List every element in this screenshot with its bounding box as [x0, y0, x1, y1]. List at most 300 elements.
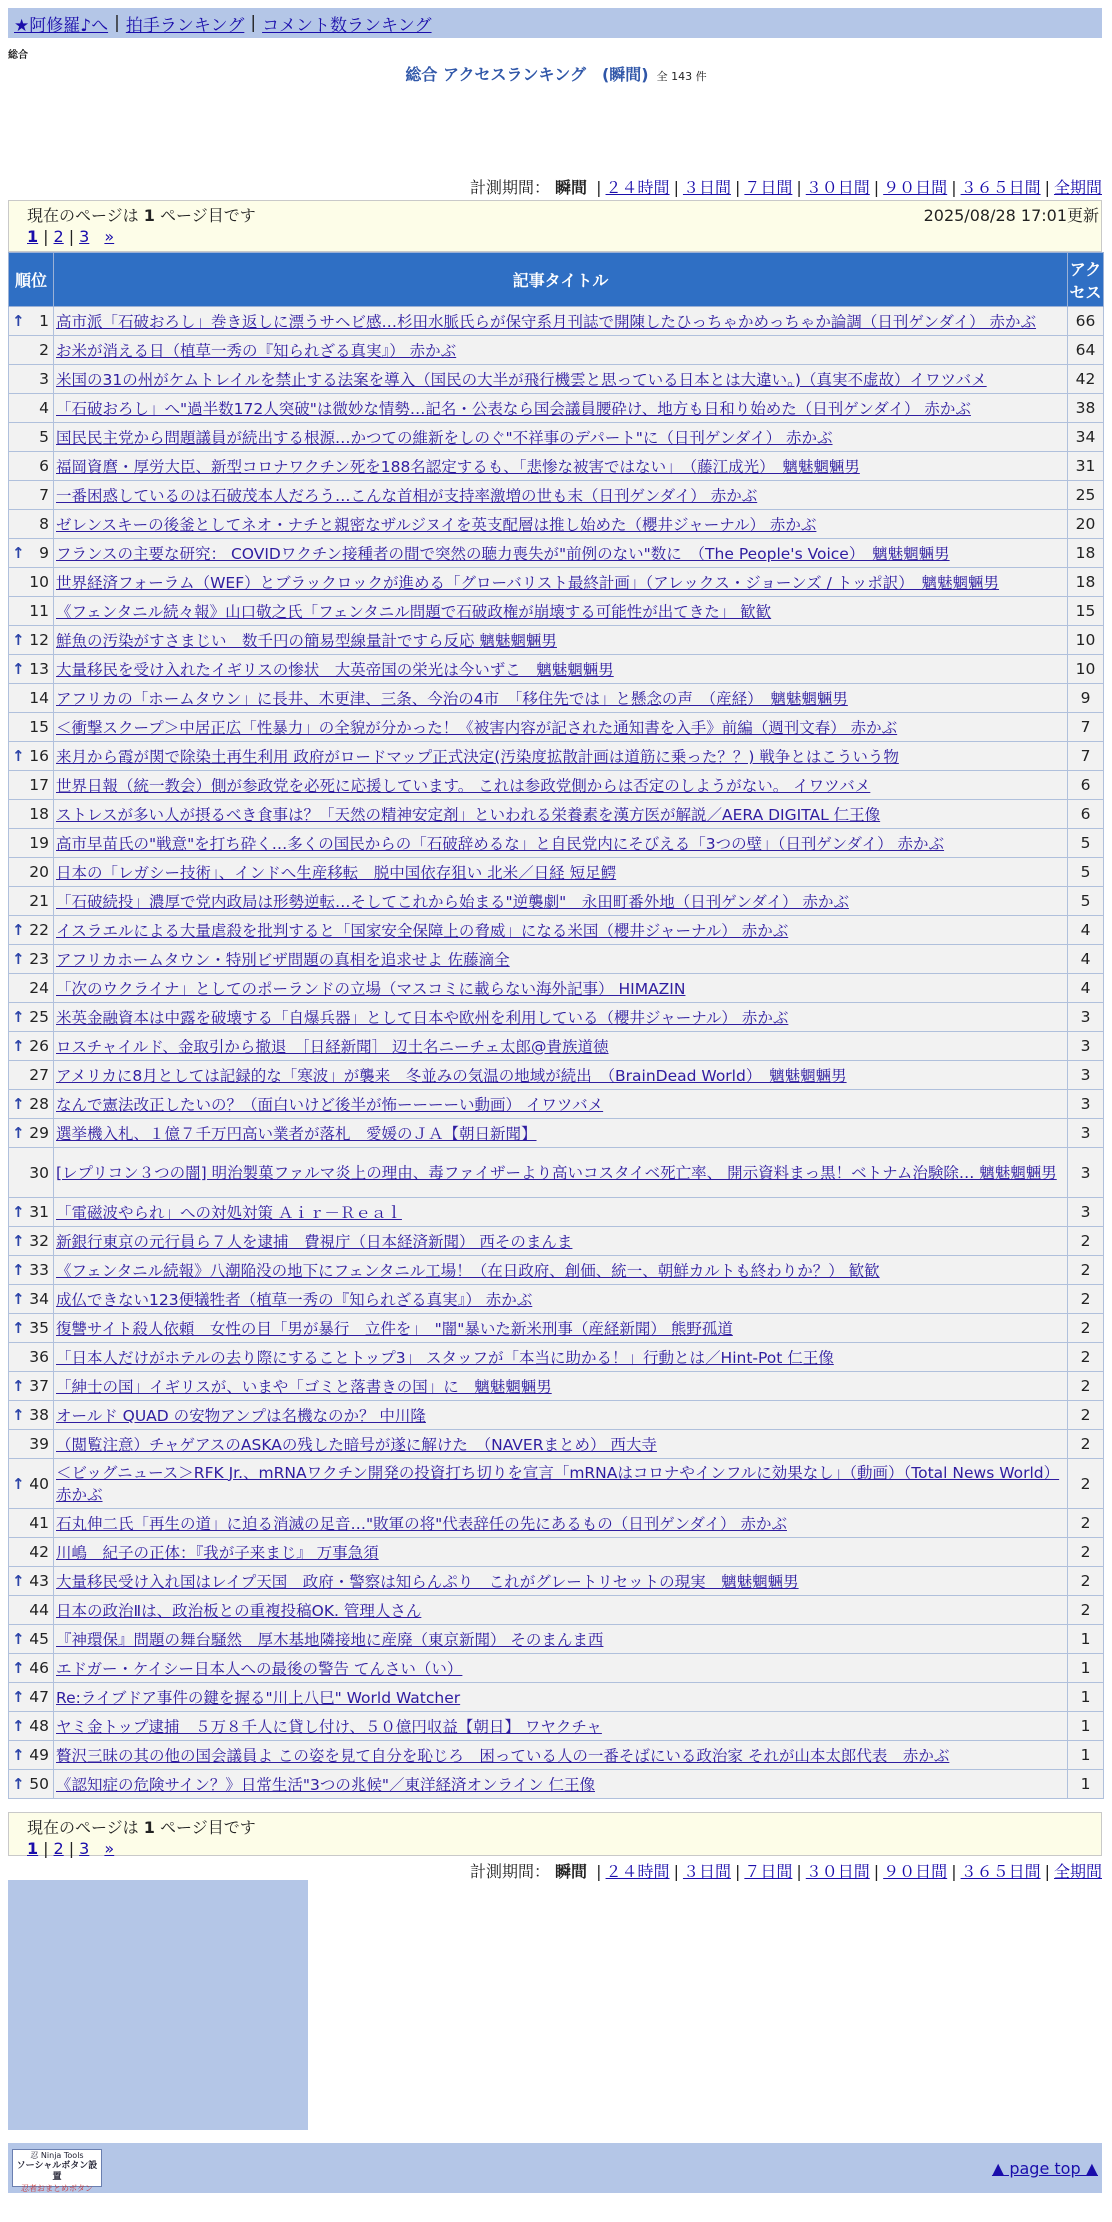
table-row — [9, 1741, 1104, 1770]
article-title-link[interactable]: 米英金融資本は中露を破壊する「自爆兵器」として日本や欧州を利用している（櫻井ジャーナル） 赤かぶ — [56, 1009, 789, 1027]
title-cell — [54, 1596, 1068, 1625]
table-row — [9, 974, 1104, 1003]
article-title-link[interactable]: アフリカの「ホームタウン」に長井、木更津、三条、今治の4市 「移住先では」と懸念の声 （産経） 魑魅魍魎男 — [56, 690, 848, 708]
access-count: 2 — [1068, 1538, 1104, 1567]
article-title-link[interactable]: ＜ビッグニュース＞RFK Jr.、mRNAワクチン開発の投資打ち切りを宣言「mRNAはコロナやインフルに効果なし」（動画）（Total News World） 赤かぶ — [56, 1463, 1060, 1504]
article-title-link[interactable]: 一番困惑しているのは石破茂本人だろう…こんな首相が支持率激増の世も末（日刊ゲンダイ） 赤かぶ — [56, 487, 758, 505]
pager-pre: 現在のページは — [27, 206, 144, 225]
rank-up-arrow-icon: ↑ — [12, 1377, 25, 1395]
article-title-link[interactable]: 高市早苗氏の"戦意"を打ち砕く…多くの国民からの「石破辞めるな」と自民党内にそびえる「3つの壁」（日刊ゲンダイ） 赤かぶ — [56, 835, 945, 853]
rank-number: 13 — [29, 660, 49, 678]
rank-cell — [9, 771, 54, 800]
period-separator: | — [951, 178, 957, 197]
table-row — [9, 1003, 1104, 1032]
rank-cell — [9, 655, 54, 684]
title-cell — [54, 307, 1068, 336]
rank-cell — [9, 1567, 54, 1596]
rank-up-arrow-icon: ↑ — [12, 1659, 25, 1677]
pager-separator: | — [68, 227, 75, 246]
table-row — [9, 684, 1104, 713]
access-count: 18 — [1068, 539, 1104, 568]
table-row — [9, 1430, 1104, 1459]
article-title-link[interactable]: アフリカホームタウン・特別ビザ問題の真相を追求せよ 佐藤滴全 — [56, 951, 510, 969]
table-row — [9, 1285, 1104, 1314]
access-count: 3 — [1068, 1061, 1104, 1090]
rank-number: 50 — [29, 1775, 49, 1793]
title-cell — [54, 1654, 1068, 1683]
rank-number: 42 — [29, 1543, 49, 1561]
article-title-link[interactable]: [レプリコン３つの闇] 明治製菓ファルマ炎上の理由、毒ファイザーより高いコスタイベ死亡率、 開示資料まっ黒！ベトナム治験除… 魑魅魍魎男 — [56, 1163, 1057, 1182]
title-cell — [54, 858, 1068, 887]
rank-up-arrow-icon: ↑ — [12, 1775, 25, 1793]
access-count: 2 — [1068, 1372, 1104, 1401]
rank-cell — [9, 1625, 54, 1654]
pager-separator — [94, 227, 99, 246]
page-title: 総合 アクセスランキング (瞬間) — [405, 65, 649, 84]
rank-cell — [9, 829, 54, 858]
rank-number: 15 — [29, 718, 49, 736]
access-count: 38 — [1068, 394, 1104, 423]
article-title-link[interactable]: 「紳士の国」イギリスが、いまや「ゴミと落書きの国」に 魑魅魍魎男 — [56, 1378, 552, 1396]
title-cell — [54, 974, 1068, 1003]
rank-number: 7 — [39, 486, 49, 504]
period-link[interactable]: 全期間 — [1053, 1862, 1102, 1881]
rank-number: 14 — [29, 689, 49, 707]
article-title-link[interactable]: 福岡資麿・厚労大臣、新型コロナワクチン死を188名認定するも、「悲惨な被害ではない」 （藤江成光） 魑魅魍魎男 — [56, 458, 860, 476]
pager-post: ページ目です — [154, 206, 256, 225]
article-title-link[interactable]: 「石破おろし」へ"過半数172人突破"は微妙な情勢…記名・公表なら国会議員腰砕け、地方も日和り始めた（日刊ゲンダイ） 赤かぶ — [56, 400, 971, 418]
access-count: 2 — [1068, 1314, 1104, 1343]
rank-up-arrow-icon: ↑ — [12, 1290, 25, 1308]
article-title-link[interactable]: 『神環保』問題の舞台騒然 厚木基地隣接地に産廃（東京新聞） そのまんま西 — [56, 1631, 604, 1649]
rank-up-arrow-icon: ↑ — [12, 312, 25, 330]
table-row — [9, 1770, 1104, 1799]
period-link[interactable]: ７日間 — [744, 1862, 793, 1881]
rank-up-arrow-icon: ↑ — [12, 1717, 25, 1735]
rank-cell — [9, 1256, 54, 1285]
article-title-link[interactable]: 復讐サイト殺人依頼 女性の目「男が暴行 立件を」 "闇"暴いた新米刑事（産経新聞） 熊野孤道 — [56, 1320, 733, 1338]
page-title-wrap — [0, 62, 1112, 85]
access-count: 7 — [1068, 713, 1104, 742]
access-count: 2 — [1068, 1343, 1104, 1372]
article-title-link[interactable]: 世界経済フォーラム（WEF）とブラックロックが進める「グローバリスト最終計画」（アレックス・ジョーンズ / トッポ訳） 魑魅魍魎男 — [56, 574, 1000, 592]
page-link[interactable]: 2 — [53, 227, 64, 246]
article-title-link[interactable]: ロスチャイルド、金取引から撤退 ［日経新聞］ 辺土名ニーチェ太郎@貴族道徳 — [56, 1038, 609, 1056]
title-cell — [54, 481, 1068, 510]
period-separator: | — [796, 178, 802, 197]
rank-number: 17 — [29, 776, 49, 794]
article-title-link[interactable]: 「日本人だけがホテルの去り際にすることトップ3」 スタッフが「本当に助かる！」行動とは／Hint-Pot 仁王像 — [56, 1349, 834, 1367]
nav-separator: | — [250, 13, 257, 33]
page-top-link[interactable]: ▲ page top ▲ — [991, 2159, 1098, 2178]
rank-cell — [9, 887, 54, 916]
rank-number: 9 — [39, 544, 49, 562]
title-cell — [54, 945, 1068, 974]
page-link[interactable]: 3 — [79, 227, 90, 246]
table-row — [9, 1625, 1104, 1654]
comment-ranking-link[interactable]: コメント数ランキング — [262, 15, 432, 36]
article-title-link[interactable]: 国民民主党から問題議員が続出する根源…かつての維新をしのぐ"不祥事のデパート"に（日刊ゲンダイ） 赤かぶ — [56, 429, 833, 447]
badge-line: 忍 Ninja Tools — [30, 2151, 84, 2160]
access-count: 1 — [1068, 1683, 1104, 1712]
top-nav-bar — [8, 8, 1102, 38]
rank-number: 43 — [29, 1572, 49, 1590]
rank-number: 24 — [29, 979, 49, 997]
access-count: 25 — [1068, 481, 1104, 510]
rank-up-arrow-icon: ↑ — [12, 1124, 25, 1142]
rank-number: 39 — [29, 1435, 49, 1453]
table-row — [9, 626, 1104, 655]
access-count: 1 — [1068, 1712, 1104, 1741]
article-title-link[interactable]: 日本の「レガシー技術」、インドへ生産移転 脱中国依存狙い 北米／日経 短足鰐 — [56, 864, 617, 882]
period-link[interactable]: ３日間 — [682, 178, 731, 197]
access-count: 10 — [1068, 626, 1104, 655]
title-cell — [54, 336, 1068, 365]
table-row — [9, 1538, 1104, 1567]
article-title-link[interactable]: 《フェンタニル続々報》山口敬之氏「フェンタニル問題で石破政権が崩壊する可能性が出てきた」 歓歓 — [56, 603, 772, 621]
table-row — [9, 945, 1104, 974]
period-separator: | — [1044, 178, 1050, 197]
rank-up-arrow-icon: ↑ — [12, 950, 25, 968]
rank-cell — [9, 1654, 54, 1683]
rank-number: 36 — [29, 1348, 49, 1366]
table-row — [9, 1148, 1104, 1198]
title-cell — [54, 1401, 1068, 1430]
ninja-tools-badge[interactable] — [12, 2149, 102, 2193]
article-title-link[interactable]: ＜衝撃スクープ＞中居正広「性暴力」の全貌が分かった！《被害内容が記された通知書を入手》前編（週刊文春） 赤かぶ — [56, 719, 898, 737]
access-count: 15 — [1068, 597, 1104, 626]
access-count: 1 — [1068, 1625, 1104, 1654]
rank-cell — [9, 858, 54, 887]
page-link[interactable]: 1 — [27, 1839, 39, 1858]
access-count: 42 — [1068, 365, 1104, 394]
title-cell — [54, 510, 1068, 539]
article-title-link[interactable]: 大量移民受け入れ国はレイプ天国 政府・警察は知らんぷり これがグレートリセットの現実 魑魅魍魎男 — [56, 1573, 799, 1591]
rank-up-arrow-icon: ↑ — [12, 1261, 25, 1279]
article-title-link[interactable]: 世界日報（統一教会）側が参政党を必死に応援しています。 これは参政党側からは否定のしようがない。 イワツバメ — [56, 777, 871, 795]
article-title-link[interactable]: 来月から霞が関で除染土再生利用 政府がロードマップ正式決定(汚染度拡散計画は道筋に乗った？？) 戦争とはこういう物 — [56, 748, 899, 766]
article-title-link[interactable]: 贅沢三昧の其の他の国会議員よ この姿を見て自分を恥じろ 困っている人の一番そばにいる政治家 それが山本太郎代表 赤かぶ — [56, 1747, 950, 1765]
page-links — [27, 1839, 114, 1858]
pager-current: 1 — [143, 1818, 155, 1837]
table-row — [9, 1061, 1104, 1090]
title-cell — [54, 771, 1068, 800]
page-link[interactable]: 3 — [79, 1839, 90, 1858]
rank-cell — [9, 394, 54, 423]
badge-line: 忍者おまとめボタン — [21, 2184, 93, 2193]
rank-cell — [9, 423, 54, 452]
article-title-link[interactable]: 川嶋 紀子の正体：『我が子来まじ』 万事急須 — [56, 1544, 379, 1562]
access-count: 4 — [1068, 945, 1104, 974]
access-count: 2 — [1068, 1509, 1104, 1538]
rank-cell — [9, 626, 54, 655]
table-row — [9, 1712, 1104, 1741]
table-row — [9, 1372, 1104, 1401]
title-cell — [54, 1198, 1068, 1227]
title-cell — [54, 1430, 1068, 1459]
access-count: 66 — [1068, 307, 1104, 336]
article-title-link[interactable]: （閲覧注意）チャゲアスのASKAの残した暗号が遂に解けた （NAVERまとめ） 西大寺 — [56, 1436, 657, 1454]
ad-placeholder — [8, 1880, 308, 2130]
ranking-table — [8, 252, 1104, 1799]
table-row — [9, 510, 1104, 539]
rank-up-arrow-icon: ↑ — [12, 1008, 25, 1026]
table-row — [9, 423, 1104, 452]
title-cell — [54, 1567, 1068, 1596]
access-count: 18 — [1068, 568, 1104, 597]
access-count: 1 — [1068, 1654, 1104, 1683]
table-row — [9, 1032, 1104, 1061]
article-title-link[interactable]: 新銀行東京の元行員ら７人を逮捕 費視庁（日本経済新聞） 西そのまんま — [56, 1233, 573, 1251]
article-title-link[interactable]: お米が消える日（植草一秀の『知られざる真実』） 赤かぶ — [56, 342, 457, 360]
title-cell — [54, 1770, 1068, 1799]
rank-number: 19 — [29, 834, 49, 852]
article-title-link[interactable]: 《フェンタニル続報》八潮陥没の地下にフェンタニル工場！（在日政府、創価、統一、朝鮮カルトも終わりか？） 歓歓 — [56, 1262, 880, 1280]
access-count: 9 — [1068, 684, 1104, 713]
rank-number: 8 — [39, 515, 49, 533]
article-title-link[interactable]: 日本の政治Ⅱは、政治板との重複投稿OK. 管理人さん — [56, 1602, 422, 1620]
article-title-link[interactable]: 《認知症の危険サイン？》日常生活"3つの兆候"／東洋経済オンライン 仁王像 — [56, 1776, 595, 1794]
rank-number: 34 — [29, 1290, 49, 1308]
rank-number: 2 — [39, 341, 49, 359]
access-count: 3 — [1068, 1032, 1104, 1061]
article-title-link[interactable]: アメリカに8月としては記録的な「寒波」が襲来 冬並みの気温の地域が続出 （BrainDead World） 魑魅魍魎男 — [56, 1067, 847, 1085]
access-count: 3 — [1068, 1003, 1104, 1032]
page-links — [27, 227, 114, 246]
article-title-link[interactable]: エドガー・ケイシー日本人への最後の警告 てんさい（い） — [56, 1660, 463, 1678]
access-count: 3 — [1068, 1119, 1104, 1148]
table-row — [9, 1314, 1104, 1343]
access-count: 5 — [1068, 858, 1104, 887]
rank-cell — [9, 1509, 54, 1538]
rank-number: 46 — [29, 1659, 49, 1677]
rank-up-arrow-icon: ↑ — [12, 1572, 25, 1590]
table-row — [9, 1459, 1104, 1509]
table-row — [9, 800, 1104, 829]
access-count: 2 — [1068, 1227, 1104, 1256]
title-cell — [54, 365, 1068, 394]
period-link[interactable]: 全期間 — [1053, 178, 1102, 197]
period-link[interactable]: ３日間 — [682, 1862, 731, 1881]
access-count: 4 — [1068, 916, 1104, 945]
rank-number: 12 — [29, 631, 49, 649]
article-title-link[interactable]: イスラエルによる大量虐殺を批判すると「国家安全保障上の脅威」になる米国（櫻井ジャーナル） 赤かぶ — [56, 922, 789, 940]
rank-cell — [9, 1538, 54, 1567]
rank-cell — [9, 452, 54, 481]
title-cell — [54, 742, 1068, 771]
rank-number: 21 — [29, 892, 49, 910]
rank-number: 6 — [39, 457, 49, 475]
pager-bottom — [8, 1812, 1102, 1856]
title-cell — [54, 713, 1068, 742]
period-link[interactable]: ７日間 — [744, 178, 793, 197]
rank-number: 22 — [29, 921, 49, 939]
rank-up-arrow-icon: ↑ — [12, 1037, 25, 1055]
period-link[interactable]: ３６５日間 — [960, 178, 1041, 197]
title-cell — [54, 1090, 1068, 1119]
article-title-link[interactable]: ゼレンスキーの後釜としてネオ・ナチと親密なザルジヌイを英支配層は推し始めた（櫻井ジャーナル） 赤かぶ — [56, 516, 817, 534]
rank-up-arrow-icon: ↑ — [12, 544, 25, 562]
rank-up-arrow-icon: ↑ — [12, 921, 25, 939]
article-title-link[interactable]: 鮮魚の汚染がすさまじい 数千円の簡易型線量計ですら反応 魑魅魍魎男 — [56, 632, 557, 650]
access-count: 2 — [1068, 1459, 1104, 1509]
period-separator: | — [873, 178, 880, 197]
col-rank: 順位 — [9, 253, 54, 307]
article-title-link[interactable]: 「電磁波やられ」への対処対策 Ａｉｒ－Ｒｅａｌ — [56, 1204, 402, 1222]
rank-cell — [9, 1314, 54, 1343]
rank-number: 32 — [29, 1232, 49, 1250]
current-page-text — [27, 1815, 256, 1838]
article-title-link[interactable]: 石丸伸二氏「再生の道」に迫る消滅の足音…"敗軍の将"代表辞任の先にあるもの（日刊ゲンダイ） 赤かぶ — [56, 1515, 787, 1533]
rank-up-arrow-icon: ↑ — [12, 1688, 25, 1706]
article-title-link[interactable]: 選挙機入札、１億７千万円高い業者が落札 愛媛のＪＡ【朝日新聞】 — [56, 1125, 537, 1143]
ranking-body — [9, 307, 1104, 1799]
section-label: 総合 — [8, 50, 28, 61]
period-separator: | — [673, 178, 679, 197]
period-link[interactable]: ３０日間 — [805, 1862, 870, 1881]
rank-cell — [9, 1285, 54, 1314]
access-count: 2 — [1068, 1285, 1104, 1314]
article-title-link[interactable]: オールド QUAD の安物アンプは名機なのか？ 中川隆 — [56, 1407, 426, 1425]
title-cell — [54, 1119, 1068, 1148]
rank-number: 38 — [29, 1406, 49, 1424]
title-cell — [54, 1314, 1068, 1343]
rank-cell — [9, 481, 54, 510]
total-count: 全 143 件 — [656, 70, 707, 83]
rank-cell — [9, 974, 54, 1003]
title-cell — [54, 1148, 1068, 1198]
article-title-link[interactable]: 高市派「石破おろし」巻き返しに漂うサヘビ感…杉田水脈氏らが保守系月刊誌で開陳したひっちゃかめっちゃか論調（日刊ゲンダイ） 赤かぶ — [56, 313, 1037, 331]
home-link[interactable]: ★阿修羅♪へ — [14, 15, 109, 36]
access-count: 2 — [1068, 1567, 1104, 1596]
article-title-link[interactable]: ストレスが多い人が摂るべき食事は？「天然の精神安定剤」といわれる栄養素を漢方医が解説／AERA DIGITAL 仁王像 — [56, 806, 881, 824]
period-separator: | — [596, 1862, 602, 1881]
next-page-link[interactable]: » — [104, 1839, 115, 1858]
rank-up-arrow-icon: ↑ — [12, 1095, 25, 1113]
title-cell — [54, 1712, 1068, 1741]
article-title-link[interactable]: 「次のウクライナ」としてのポーランドの立場（マスコミに載らない海外記事） HIMAZIN — [56, 980, 686, 998]
rank-cell — [9, 713, 54, 742]
pager-separator: | — [43, 227, 49, 246]
rank-cell — [9, 1119, 54, 1148]
table-row — [9, 452, 1104, 481]
badge-line: ソーシャルボタン設置 — [16, 2161, 98, 2182]
rank-number: 29 — [29, 1124, 49, 1142]
period-link[interactable]: ２４時間 — [605, 1862, 670, 1881]
rank-up-arrow-icon: ↑ — [12, 660, 25, 678]
rank-number: 10 — [29, 573, 49, 591]
period-link[interactable]: ２４時間 — [605, 178, 670, 197]
next-page-link[interactable]: » — [104, 227, 115, 246]
rank-up-arrow-icon: ↑ — [12, 1232, 25, 1250]
rank-number: 47 — [29, 1688, 49, 1706]
article-title-link[interactable]: なんで憲法改正したいの？（面白いけど後半が怖ーーーーい動画） イワツバメ — [56, 1096, 604, 1114]
period-link[interactable]: ９０日間 — [883, 1862, 948, 1881]
table-row — [9, 1683, 1104, 1712]
rank-cell — [9, 336, 54, 365]
title-cell — [54, 423, 1068, 452]
period-current: 瞬間 — [555, 178, 588, 197]
rank-cell — [9, 1712, 54, 1741]
rank-up-arrow-icon: ↑ — [12, 1630, 25, 1648]
rank-number: 18 — [29, 805, 49, 823]
access-count: 1 — [1068, 1741, 1104, 1770]
rank-number: 33 — [29, 1261, 49, 1279]
title-cell — [54, 597, 1068, 626]
table-row — [9, 1401, 1104, 1430]
access-count: 20 — [1068, 510, 1104, 539]
title-cell — [54, 1538, 1068, 1567]
rank-cell — [9, 1741, 54, 1770]
table-row — [9, 829, 1104, 858]
rank-number: 27 — [29, 1066, 49, 1084]
table-row — [9, 481, 1104, 510]
article-title-link[interactable]: 成仏できない123便犠牲者（植草一秀の『知られざる真実』） 赤かぶ — [56, 1291, 533, 1309]
col-access: アクセス — [1068, 253, 1104, 307]
page-link[interactable]: 2 — [53, 1839, 64, 1858]
title-cell — [54, 1625, 1068, 1654]
access-count: 10 — [1068, 655, 1104, 684]
access-count: 5 — [1068, 887, 1104, 916]
pager-current: 1 — [143, 206, 155, 225]
period-separator: | — [734, 178, 741, 197]
rank-number: 5 — [39, 428, 49, 446]
period-links — [592, 178, 1102, 197]
table-row — [9, 1198, 1104, 1227]
table-row — [9, 1119, 1104, 1148]
access-count: 2 — [1068, 1256, 1104, 1285]
period-selector-top — [470, 175, 1102, 198]
table-row — [9, 1596, 1104, 1625]
rank-up-arrow-icon: ↑ — [12, 1203, 25, 1221]
title-cell — [54, 1032, 1068, 1061]
rank-up-arrow-icon: ↑ — [12, 1474, 25, 1493]
article-title-link[interactable]: ヤミ金トップ逮捕 ５万８千人に貸し付け、５０億円収益【朝日】 ワヤクチャ — [56, 1718, 602, 1736]
table-row — [9, 1567, 1104, 1596]
table-row — [9, 713, 1104, 742]
article-title-link[interactable]: 米国の31の州がケムトレイルを禁止する法案を導入（国民の大半が飛行機雲と思っている日本とは大違い。)（真実不虚故）イワツバメ — [56, 371, 987, 389]
article-title-link[interactable]: 大量移民を受け入れたイギリスの惨状 大英帝国の栄光は今いずこ 魑魅魍魎男 — [56, 661, 614, 679]
rank-cell — [9, 365, 54, 394]
period-link[interactable]: ３０日間 — [805, 178, 870, 197]
rank-cell — [9, 1683, 54, 1712]
period-link[interactable]: ９０日間 — [883, 178, 948, 197]
pager-pre: 現在のページは — [27, 1818, 144, 1837]
access-count: 3 — [1068, 1148, 1104, 1198]
rank-cell — [9, 742, 54, 771]
title-cell — [54, 1003, 1068, 1032]
article-title-link[interactable]: 「石破続投」濃厚で党内政局は形勢逆転…そしてこれから始まる"逆襲劇" 永田町番外地（日刊ゲンダイ） 赤かぶ — [56, 893, 849, 911]
clap-ranking-link[interactable]: 拍手ランキング — [125, 15, 245, 36]
title-cell — [54, 1509, 1068, 1538]
col-title: 記事タイトル — [54, 253, 1068, 307]
rank-cell — [9, 1003, 54, 1032]
period-label: 計測期間： — [469, 1862, 550, 1881]
title-cell — [54, 655, 1068, 684]
table-row — [9, 307, 1104, 336]
title-cell — [54, 829, 1068, 858]
period-current: 瞬間 — [555, 1862, 588, 1881]
rank-cell — [9, 1401, 54, 1430]
article-title-link[interactable]: フランスの主要な研究： COVIDワクチン接種者の間で突然の聴力喪失が"前例のない"数に （The People's Voice） 魑魅魍魎男 — [56, 545, 950, 563]
article-title-link[interactable]: Re:ライブドア事件の鍵を握る"川上八巳" World Watcher — [56, 1689, 461, 1707]
rank-up-arrow-icon: ↑ — [12, 747, 25, 765]
period-link[interactable]: ３６５日間 — [960, 1862, 1041, 1881]
footer-bar — [8, 2143, 1102, 2193]
page-link[interactable]: 1 — [27, 227, 39, 246]
rank-cell — [9, 1227, 54, 1256]
pager-separator: | — [43, 1839, 49, 1858]
